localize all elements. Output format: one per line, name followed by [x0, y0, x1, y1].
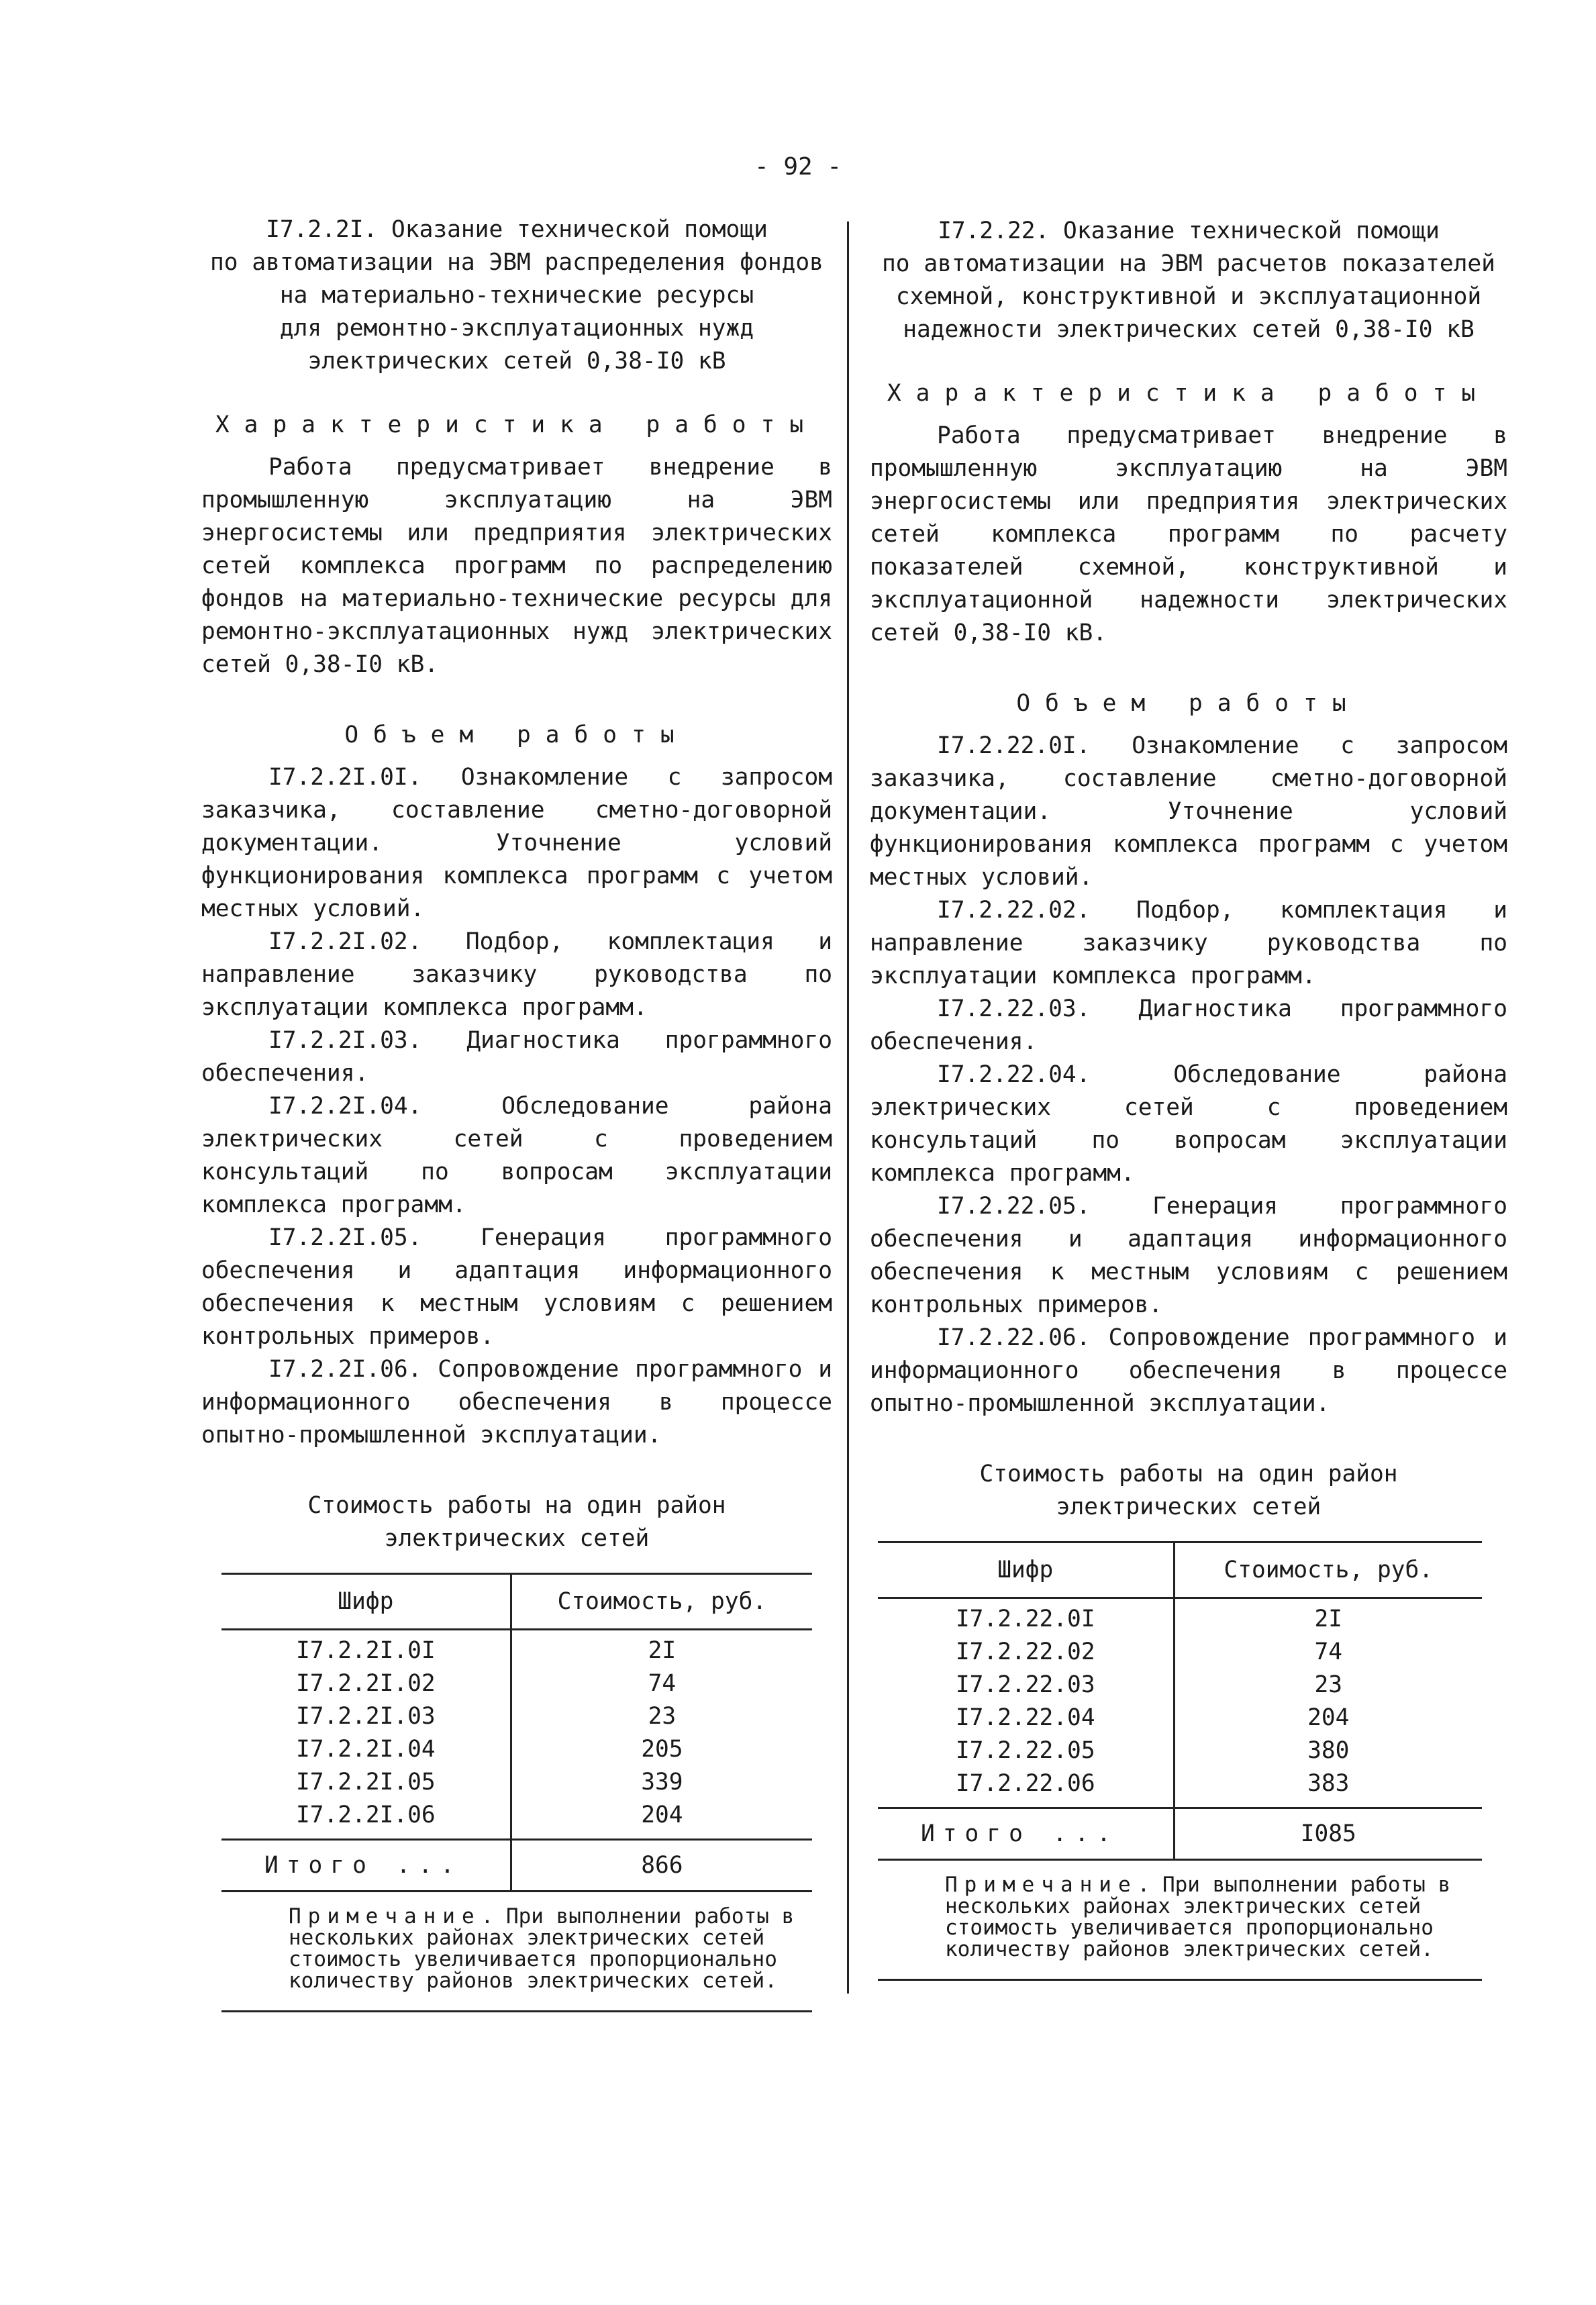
work-item: I7.2.2I.05. Генерация программного обеспечения и адаптация информационного обеспечения к местным условиям с решением контрольных примеров. — [201, 1224, 832, 1350]
cell-cost: 23 — [648, 1703, 677, 1730]
cell-code: I7.2.2I.05 — [221, 1766, 511, 1799]
cost-caption-line: Стоимость работы на один район — [307, 1492, 726, 1519]
cell-cost: 74 — [648, 1670, 677, 1697]
right-column — [870, 215, 1507, 1981]
cell-cost: 2I — [648, 1637, 677, 1664]
table-row — [221, 1766, 812, 1799]
table-row — [878, 1734, 1482, 1767]
work-item: I7.2.22.04. Обследование района электрических сетей с проведением консультаций по вопросам эксплуатации комплекса программ. — [870, 1061, 1507, 1187]
page-number: - 92 - — [754, 153, 842, 181]
title-line: электрических сетей 0,38-I0 кВ — [307, 348, 726, 375]
table-row — [221, 1630, 812, 1668]
work-item: I7.2.2I.03. Диагностика программного обеспечения. — [201, 1027, 832, 1087]
cost-caption-line: Стоимость работы на один район — [979, 1461, 1398, 1487]
column-header-code: Шифр — [878, 1542, 1174, 1598]
note-label: Примечание — [289, 1904, 481, 1928]
cell-code: I7.2.22.03 — [878, 1669, 1174, 1702]
left-column — [201, 213, 832, 2012]
total-label: Итого ... — [878, 1808, 1174, 1860]
work-item: I7.2.2I.02. Подбор, комплектация и направление заказчику руководства по эксплуатации комплекса программ. — [201, 928, 832, 1021]
work-item: I7.2.22.06. Сопровождение программного и информационного обеспечения в процессе опытно-промышленной эксплуатации. — [870, 1324, 1507, 1417]
characteristic-text: Работа предусматривает внедрение в промышленную эксплуатацию на ЭВМ энергосистемы или предприятия электрических сетей комплекса программ по расчету показателей схемной, конструктивной и эксплуатационной надежности электрических сетей 0,38-I0 кВ. — [870, 422, 1507, 646]
title-line: схемной, конструктивной и эксплуатационной — [895, 283, 1482, 310]
heading-characteristic: Характеристика работы — [215, 411, 819, 438]
table-row — [221, 1733, 812, 1766]
note-text: . При выполнении работы в нескольких районах электрических сетей стоимость увеличивается пропорционально количеству районов электрических сетей. — [289, 1904, 795, 1993]
total-label: Итого ... — [221, 1840, 511, 1892]
total-value: I085 — [1174, 1808, 1482, 1860]
note-label: Примечание — [945, 1873, 1138, 1897]
cell-cost: 380 — [1307, 1737, 1350, 1764]
title-line: для ремонтно-эксплуатационных нужд — [279, 315, 754, 342]
title-line: по автоматизации на ЭВМ расчетов показателей — [882, 250, 1495, 277]
work-item: I7.2.2I.04. Обследование района электрических сетей с проведением консультаций по вопросам эксплуатации комплекса программ. — [201, 1093, 832, 1218]
heading-characteristic: Характеристика работы — [887, 380, 1491, 407]
work-item: I7.2.22.02. Подбор, комплектация и направление заказчику руководства по эксплуатации комплекса программ. — [870, 897, 1507, 989]
cell-code: I7.2.2I.06 — [221, 1799, 511, 1840]
table-row — [878, 1598, 1482, 1636]
cost-caption — [870, 1458, 1507, 1524]
cell-code: I7.2.2I.03 — [221, 1700, 511, 1733]
cell-code: I7.2.22.06 — [878, 1767, 1174, 1808]
table-header-row — [878, 1542, 1482, 1598]
section-title — [201, 213, 832, 378]
cell-code: I7.2.22.05 — [878, 1734, 1174, 1767]
column-header-cost: Стоимость, руб. — [1174, 1542, 1482, 1598]
work-item: I7.2.22.0I. Ознакомление с запросом заказчика, составление сметно-договорной документации. Уточнение условий функционирования комплекса программ с учетом местных условий. — [870, 732, 1507, 891]
note — [221, 1906, 812, 2012]
total-value: 866 — [511, 1840, 812, 1892]
cost-caption-line: электрических сетей — [1056, 1493, 1321, 1520]
heading-volume: Объем работы — [344, 722, 689, 748]
table-row — [221, 1667, 812, 1700]
cell-code: I7.2.2I.02 — [221, 1667, 511, 1700]
cell-code: I7.2.22.02 — [878, 1636, 1174, 1669]
cell-code: I7.2.2I.04 — [221, 1733, 511, 1766]
column-header-cost: Стоимость, руб. — [511, 1574, 812, 1630]
table-row — [878, 1767, 1482, 1808]
cell-cost: 23 — [1314, 1671, 1343, 1698]
title-line: на материально-технические ресурсы — [279, 282, 754, 309]
cost-table — [878, 1541, 1482, 1861]
table-row — [221, 1700, 812, 1733]
title-line: I7.2.22. Оказание технической помощи — [938, 217, 1440, 244]
title-line: надежности электрических сетей 0,38-I0 кВ — [903, 316, 1475, 343]
section-title — [870, 215, 1507, 346]
table-row — [221, 1799, 812, 1840]
table-row — [878, 1669, 1482, 1702]
title-line: I7.2.2I. Оказание технической помощи — [266, 216, 768, 243]
table-header-row — [221, 1574, 812, 1630]
note-body — [289, 1906, 812, 1992]
table-total-row — [221, 1840, 812, 1892]
heading-volume: Объем работы — [1016, 690, 1361, 717]
cell-cost: 204 — [641, 1802, 683, 1828]
cell-cost: 205 — [641, 1736, 683, 1763]
note-text: . При выполнении работы в нескольких районах электрических сетей стоимость увеличивается пропорционально количеству районов электрических сетей. — [945, 1873, 1451, 1961]
note-body — [945, 1874, 1482, 1960]
column-divider — [847, 222, 849, 1994]
work-item: I7.2.2I.06. Сопровождение программного и информационного обеспечения в процессе опытно-промышленной эксплуатации. — [201, 1356, 832, 1449]
cell-cost: 74 — [1314, 1638, 1343, 1665]
cell-code: I7.2.2I.0I — [221, 1630, 511, 1668]
table-row — [878, 1702, 1482, 1734]
cell-cost: 383 — [1307, 1770, 1350, 1797]
cell-cost: 2I — [1314, 1606, 1343, 1632]
table-row — [878, 1636, 1482, 1669]
work-item: I7.2.22.05. Генерация программного обеспечения и адаптация информационного обеспечения к местным условиям с решением контрольных примеров. — [870, 1193, 1507, 1318]
cell-code: I7.2.22.04 — [878, 1702, 1174, 1734]
table-total-row — [878, 1808, 1482, 1860]
cost-caption — [201, 1489, 832, 1555]
cell-code: I7.2.22.0I — [878, 1598, 1174, 1636]
column-header-code: Шифр — [221, 1574, 511, 1630]
work-item: I7.2.2I.0I. Ознакомление с запросом заказчика, составление сметно-договорной документации. Уточнение условий функционирования комплекса программ с учетом местных условий. — [201, 764, 832, 922]
cost-table — [221, 1573, 812, 1892]
cell-cost: 339 — [641, 1769, 683, 1796]
title-line: по автоматизации на ЭВМ распределения фондов — [210, 249, 824, 276]
note — [878, 1874, 1482, 1981]
characteristic-text: Работа предусматривает внедрение в промышленную эксплуатацию на ЭВМ энергосистемы или предприятия электрических сетей комплекса программ по распределению фондов на материально-технические ресурсы для ремонтно-эксплуатационных нужд электрических сетей 0,38-I0 кВ. — [201, 454, 832, 678]
cell-cost: 204 — [1307, 1704, 1350, 1731]
cost-caption-line: электрических сетей — [384, 1525, 650, 1552]
work-item: I7.2.22.03. Диагностика программного обеспечения. — [870, 995, 1507, 1055]
